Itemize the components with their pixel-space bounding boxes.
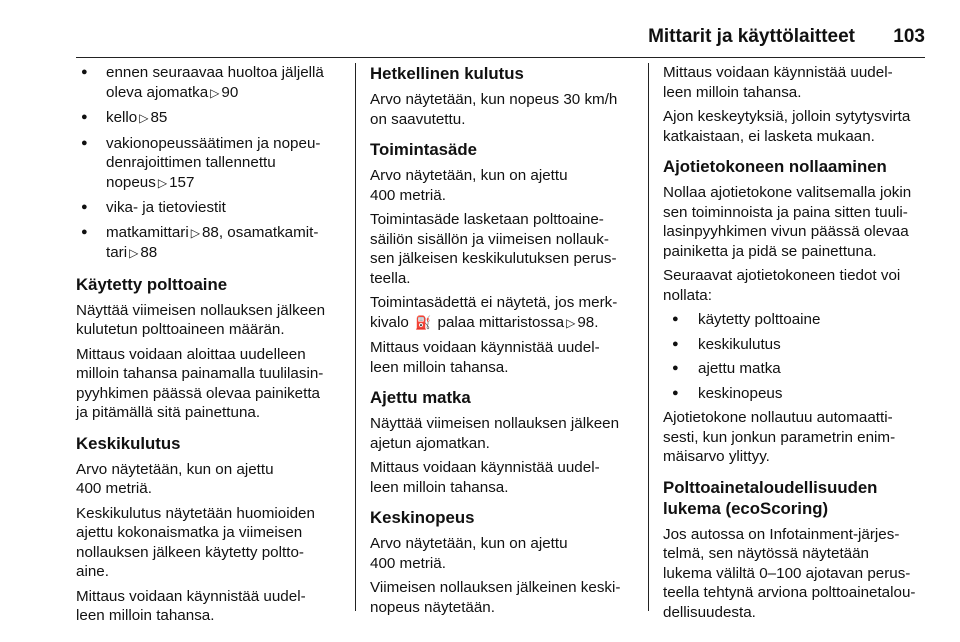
list-item: ● kello ▷ 85	[76, 108, 344, 129]
paragraph: Arvo näytetään, kun on ajettu 400 metriä.	[370, 535, 568, 572]
section-heading: Hetkellinen kulutus	[370, 64, 524, 83]
page-number: 103	[893, 26, 925, 47]
page-reference[interactable]: 88	[201, 223, 219, 241]
paragraph: Keskikulutus näytetään huomioiden ajettu kokonaismatka ja viimeisen nollauksen jälkeen käytetty poltto- aine.	[76, 504, 315, 580]
list-item: ● keskinopeus	[663, 384, 931, 404]
paragraph: Toimintasädettä ei näytetä, jos merk- kivalo ⛽ palaa mittaristossa ▷ 98.	[370, 293, 638, 333]
column-divider	[648, 63, 649, 611]
page-reference-icon: ▷	[129, 246, 139, 260]
list-item: ● keskikulutus	[663, 335, 931, 355]
fuel-warning-lamp-icon: ⛽	[415, 315, 432, 331]
paragraph: Ajon keskeytyksiä, jolloin sytytysvirta katkaistaan, ei lasketa mukaan.	[663, 108, 911, 145]
header-rule	[76, 57, 925, 58]
section-heading: Toimintasäde	[370, 140, 477, 159]
reset-items-list	[663, 310, 931, 403]
page-reference-icon: ▷	[157, 175, 168, 190]
paragraph: Arvo näytetään, kun nopeus 30 km/h on saavutettu.	[370, 91, 618, 128]
list-item: ● vakionopeussäätimen ja nopeu- denrajoittimen tallennettu nopeus ▷ 157	[76, 134, 344, 194]
display-items-list	[76, 63, 344, 264]
section-heading: Ajotietokoneen nollaaminen	[663, 157, 887, 176]
paragraph: Jos autossa on Infotainment-järjes- telmä, sen näytössä näytetään lukema väliltä 0–100 ajotavan perus- teella tehtynä arviona polttoainetalou- dellisuudesta.	[663, 525, 916, 621]
paragraph: Nollaa ajotietokone valitsemalla jokin sen toiminnoista ja paina sitten tuuli- lasinpyyhkimen vivun päässä olevaa painiketta ja pidä se painettuna.	[663, 184, 912, 260]
list-item: ● ajettu matka	[663, 359, 931, 379]
section-heading: Keskinopeus	[370, 508, 475, 527]
column-3	[663, 63, 931, 627]
paragraph: Mittaus voidaan käynnistää uudel- leen milloin tahansa.	[370, 339, 600, 376]
page-title: Mittarit ja käyttölaitteet	[648, 26, 855, 47]
list-item: ● ennen seuraavaa huoltoa jäljellä oleva ajomatka ▷ 90	[76, 63, 344, 103]
page-header	[76, 26, 925, 56]
page-reference[interactable]: 157	[169, 173, 195, 191]
section-heading: Polttoainetaloudellisuuden lukema (ecoScoring)	[663, 477, 878, 518]
section-heading: Keskikulutus	[76, 433, 181, 453]
page-reference-icon: ▷	[139, 111, 149, 125]
column-2	[370, 63, 638, 622]
paragraph: Viimeisen nollauksen jälkeinen keski- nopeus näytetään.	[370, 579, 621, 616]
page-reference-icon: ▷	[566, 315, 576, 330]
page-reference[interactable]: 88	[140, 244, 158, 261]
list-item: ● vika- ja tietoviestit	[76, 198, 344, 218]
paragraph: Arvo näytetään, kun on ajettu 400 metriä.	[370, 167, 568, 204]
paragraph: Ajotietokone nollautuu automaatti- sesti, kun jonkun parametrin enim- mäisarvo ylittyy.	[663, 409, 896, 465]
paragraph: Arvo näytetään, kun on ajettu 400 metriä.	[76, 460, 274, 497]
page-reference[interactable]: 85	[150, 109, 168, 126]
paragraph: Toimintasäde lasketaan polttoaine- säiliön sisällön ja viimeisen nollauk- sen jälkeisen keskikulutuksen perus- teella.	[370, 211, 617, 287]
list-item: ● matkamittari ▷ 88, osamatkamit- tari ▷ 88	[76, 223, 344, 264]
paragraph: Mittaus voidaan käynnistää uudel- leen milloin tahansa.	[663, 64, 893, 101]
paragraph: Mittaus voidaan käynnistää uudel- leen milloin tahansa.	[76, 587, 306, 624]
column-1	[76, 63, 344, 631]
paragraph: Näyttää viimeisen nollauksen jälkeen kulutetun polttoaineen määrän.	[76, 301, 326, 338]
page-reference-icon: ▷	[190, 225, 200, 240]
paragraph: Mittaus voidaan aloittaa uudelleen milloin tahansa painamalla tuulilasin- pyyhkimen päässä olevaa painiketta ja pitämällä sitä painettuna.	[76, 345, 324, 421]
paragraph: Seuraavat ajotietokoneen tiedot voi nollata:	[663, 267, 901, 304]
section-heading: Ajettu matka	[370, 388, 471, 407]
page-reference-icon: ▷	[210, 85, 220, 100]
list-item: ● käytetty polttoaine	[663, 310, 931, 330]
page-reference[interactable]: 90	[221, 83, 239, 101]
column-divider	[355, 63, 356, 611]
paragraph: Mittaus voidaan käynnistää uudel- leen milloin tahansa.	[370, 459, 600, 496]
section-heading: Käytetty polttoaine	[76, 274, 228, 294]
page-reference[interactable]: 98.	[577, 313, 599, 331]
paragraph: Näyttää viimeisen nollauksen jälkeen ajetun ajomatkan.	[370, 415, 620, 452]
